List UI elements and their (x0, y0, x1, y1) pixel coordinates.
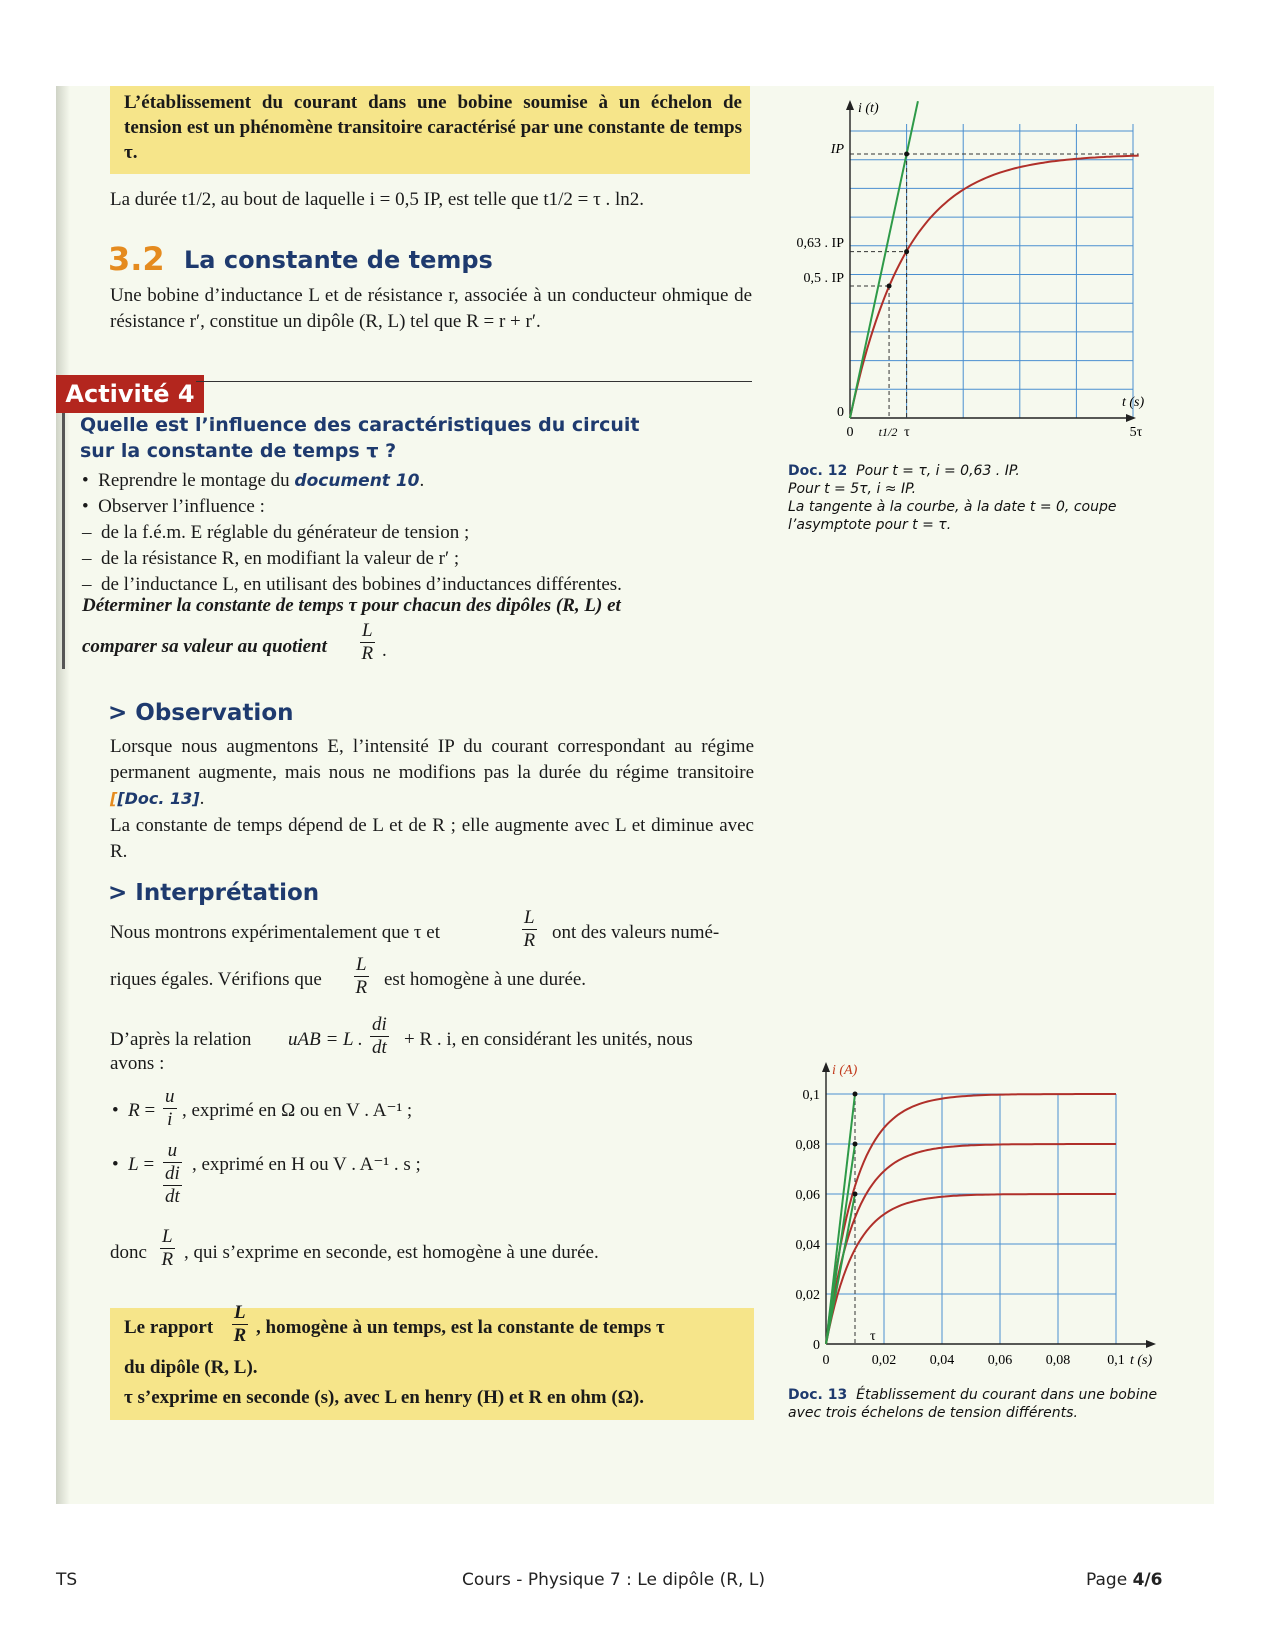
donc-suffix: , qui s’exprime en seconde, est homogène à une durée. (184, 1242, 599, 1263)
activity-question: Quelle est l’influence des caractéristiques du circuit sur la constante de temps τ ? (80, 414, 640, 462)
doc12-ytick-063: 0,63 . IP (796, 236, 844, 251)
fraction-di-over-dt: $\frac{di}{dt}$ (372, 1014, 387, 1058)
doc13-ytick-label: 0,06 (795, 1188, 820, 1203)
relation-suffix: + R . i, en considérant les unités, nous (404, 1029, 693, 1050)
intro-highlight-text: L’établissement du courant dans une bobine soumise à un échelon de tension est un phénomène transitoire caractérisé par une constante de temps τ. (124, 92, 742, 163)
interpretation-title-text: Interprétation (135, 880, 320, 906)
doc12-ytick-05: 0,5 . IP (803, 271, 844, 286)
fraction-u-over-di-dt: u di dt (165, 1140, 180, 1207)
doc13-ylabel: i (A) (832, 1063, 858, 1078)
fraction-L-over-R: $\frac{L}{R}$ (361, 620, 374, 664)
doc12-ytick-0: 0 (837, 405, 844, 420)
observation-p1-text: Lorsque nous augmentons E, l’intensité IP du courant correspondant au régime permanent augmente, mais nous ne modifions pas la durée du régime transitoire (110, 736, 754, 783)
doc13-ytick-label: 0,08 (795, 1138, 820, 1153)
doc13-xtick-label: 0,02 (871, 1353, 897, 1368)
doc13-tangent-point (853, 1092, 858, 1097)
doc13-curve (826, 1094, 1116, 1344)
observation-p1: Lorsque nous augmentons E, l’intensité IP du courant correspondant au régime permanent augmente, mais nous ne modifions pas la durée du régime transitoire [[Doc. 13]. (110, 736, 754, 809)
fraction-L-over-R: $\frac{L}{R}$ (161, 1226, 174, 1270)
binding-shadow (56, 86, 70, 1504)
doc12-tangent (850, 101, 918, 418)
activity-list (82, 468, 762, 598)
doc13-tangent-point (853, 1142, 858, 1147)
bullet-1-text: Reprendre le montage du (98, 470, 295, 491)
doc12-ylabel: i (t) (858, 101, 879, 116)
fraction-L-over-R: $\frac{L}{R}$ (355, 954, 368, 998)
doc13-curve (826, 1194, 1116, 1344)
interp-line-1a: Nous montrons expérimentalement que τ et (110, 922, 441, 943)
fraction-L-over-R: $\frac{L}{R}$ (523, 907, 536, 951)
doc12-xtick-tau: τ (904, 425, 910, 440)
doc13-xtick-label: 0,08 (1045, 1353, 1071, 1368)
interp-line-1b: ont des valeurs numé- (552, 922, 720, 943)
doc13-xtick-label: 0 (822, 1353, 830, 1368)
doc12-chart (780, 96, 1160, 446)
doc13-tangent-point (853, 1192, 858, 1197)
doc13-caption-1: Établissement du courant dans une bobine (856, 1387, 1158, 1403)
relation-avons: avons : (110, 1053, 165, 1074)
list-item: • Observer l’influence : (82, 496, 265, 517)
doc12-y-arrow (846, 100, 854, 110)
document-10-link[interactable]: document 10 (294, 471, 420, 491)
fraction-u-over-i: $\frac{u}{i}$ (165, 1086, 175, 1130)
activity-rule (196, 381, 752, 382)
section-body: Une bobine d’inductance L et de résistance r, associée à un conducteur ohmique de résistance r′, constitue un dipôle (R, L) tel que R = r + r′. (110, 285, 752, 332)
conclusion-b: , homogène à un temps, est la constante de temps τ (256, 1317, 665, 1338)
relation-uab: uAB = L . (288, 1029, 363, 1050)
activity-badge: Activité 4 (56, 375, 204, 413)
l-unit-line: • L = (112, 1154, 155, 1175)
doc13-ytick-label: 0,02 (795, 1288, 820, 1303)
doc12-ytick-ip: IP (830, 142, 844, 157)
doc12-point-tau-asymptote (904, 152, 909, 157)
activity-side-bar (62, 413, 65, 669)
observation-title-text: Observation (135, 700, 294, 726)
fraction-L-over-R: $\frac{L}{R}$ (233, 1302, 247, 1346)
bullet-2-text: Observer l’influence : (98, 496, 265, 517)
doc12-xtick-thalf: t1/2 (878, 425, 898, 439)
doc13-marks (826, 1092, 1116, 1345)
doc12-caption-1: Pour t = τ, i = 0,63 . IP. (856, 463, 1020, 479)
doc-13-link[interactable]: [[Doc. 13] (110, 789, 200, 808)
dash-2-text: de la résistance R, en modifiant la valeur de r′ ; (101, 548, 460, 569)
relation-prefix: D’après la relation (110, 1029, 252, 1050)
list-item: • Reprendre le montage du document 10. (82, 470, 425, 491)
doc12-point-05 (887, 284, 892, 289)
footer-page-prefix: Page (1086, 1570, 1133, 1590)
doc13-caption-ref: Doc. 13 (788, 1387, 848, 1403)
list-item: – de la f.é.m. E réglable du générateur de tension ; (82, 522, 470, 543)
doc12-grid (850, 124, 1133, 418)
interpretation-title: > Interprétation (108, 880, 320, 906)
doc13-caption (788, 1386, 1168, 1422)
dash-1-text: de la f.é.m. E réglable du générateur de tension ; (101, 522, 470, 543)
conclusion-c: du dipôle (R, L). (124, 1357, 258, 1378)
section-number: 3.2 (108, 240, 165, 278)
interp-line-2b: est homogène à une durée. (384, 969, 587, 990)
l-unit-text: , exprimé en H ou V . A⁻¹ . s ; (192, 1154, 421, 1175)
conclusion-d: τ s’exprime en seconde (s), avec L en henry (H) et R en ohm (Ω). (124, 1387, 644, 1408)
doc12-point-063 (904, 249, 909, 254)
footer-page-number: 4/6 (1132, 1570, 1163, 1590)
doc13-y-arrow (822, 1062, 830, 1072)
activity-task-line-2: comparer sa valeur au quotient (82, 636, 327, 657)
activity-task-line-1: Déterminer la constante de temps τ pour chacun des dipôles (R, L) et (82, 595, 621, 616)
section-title: La constante de temps (184, 246, 493, 274)
footer-center: Cours - Physique 7 : Le dipôle (R, L) (462, 1570, 765, 1590)
t-half-text: La durée t1/2, au bout de laquelle i = 0,5 IP, est telle que t1/2 = τ . ln2. (110, 189, 645, 210)
footer-left: TS (56, 1570, 78, 1590)
doc13-x-arrow (1146, 1340, 1156, 1348)
conclusion-a: Le rapport (124, 1317, 214, 1338)
observation-p2: La constante de temps dépend de L et de R ; elle augmente avec L et diminue avec R. (110, 815, 754, 862)
doc12-caption (788, 462, 1148, 534)
doc12-curve (850, 156, 1139, 418)
doc12-caption-2: Pour t = 5τ, i ≈ IP. (788, 481, 917, 497)
doc13-chart (780, 1058, 1160, 1374)
doc13-xtick-label: 0,1 (1107, 1353, 1125, 1368)
footer-page (1086, 1570, 1162, 1590)
doc12-marks (850, 101, 1139, 418)
doc-13-ref: [Doc. 13] (117, 789, 200, 808)
doc12-x-arrow (1126, 414, 1136, 422)
donc-prefix: donc (110, 1242, 147, 1263)
doc12-xtick-5tau: 5τ (1129, 425, 1143, 440)
doc13-ytick-label: 0,1 (802, 1088, 820, 1103)
doc12-xtick-0: 0 (846, 425, 854, 440)
r-unit-line: • R = (112, 1100, 156, 1121)
doc13-tau-label: τ (870, 1329, 876, 1344)
interp-line-2a: riques égales. Vérifions que (110, 969, 322, 990)
list-item: – de l’inductance L, en utilisant des bobines d’inductances différentes. (82, 574, 622, 595)
dash-3-text: de l’inductance L, en utilisant des bobines d’inductances différentes. (101, 574, 622, 595)
doc12-xlabel: t (s) (1122, 395, 1145, 410)
doc13-xtick-label: 0,04 (929, 1353, 955, 1368)
doc13-xtick-label: 0,06 (987, 1353, 1013, 1368)
doc13-ytick-label: 0 (813, 1338, 820, 1353)
observation-title: > Observation (108, 700, 294, 726)
doc13-caption-2: avec trois échelons de tension différents. (788, 1405, 1078, 1421)
doc12-caption-3: La tangente à la courbe, à la date t = 0, coupe (788, 499, 1117, 515)
doc13-grid (826, 1094, 1116, 1344)
doc12-caption-4: l’asymptote pour t = τ. (788, 517, 952, 533)
list-item: – de la résistance R, en modifiant la valeur de r′ ; (82, 548, 460, 569)
doc12-caption-ref: Doc. 12 (788, 463, 848, 479)
period: . (382, 640, 387, 661)
r-unit-text: , exprimé en Ω ou en V . A⁻¹ ; (182, 1100, 413, 1121)
doc13-ytick-label: 0,04 (795, 1238, 820, 1253)
doc13-xlabel: t (s) (1130, 1353, 1153, 1368)
